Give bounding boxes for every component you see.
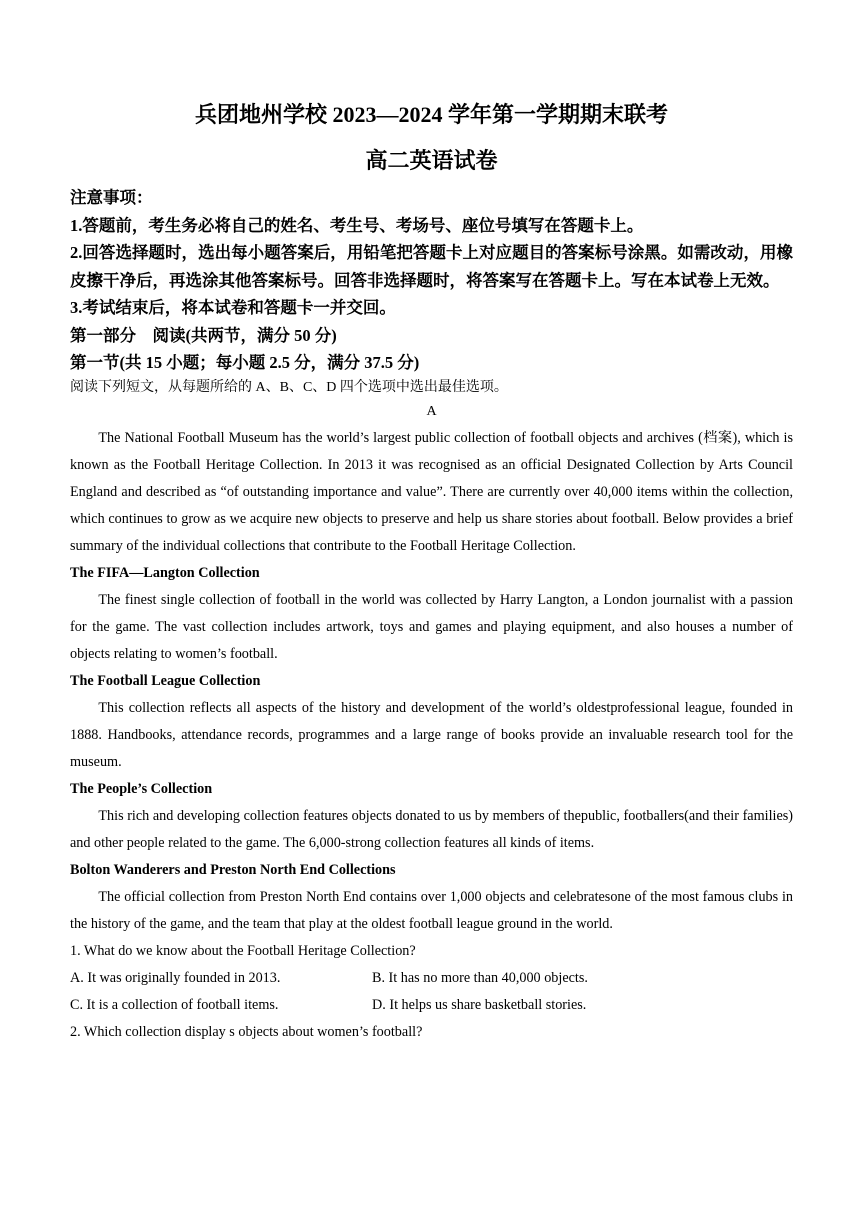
notice-block bbox=[70, 184, 793, 377]
exam-title: 兵团地州学校 2023—2024 学年第一学期期末联考 bbox=[194, 102, 668, 127]
notice-item-1: 1.答题前，考生务必将自己的姓名、考生号、考场号、座位号填写在答题卡上。 bbox=[70, 215, 644, 235]
section-text-football-league: This collection reflects all aspects of the history and development of the world’s oldestprofessional league, founded in 1888. Handbooks, attendance records, programmes and a large range of books provide an invaluable research tool for the museum. bbox=[70, 699, 793, 770]
part-heading: 第一部分 阅读(共两节，满分 50 分) bbox=[70, 325, 337, 345]
section-title-fifa-langton: The FIFA—Langton Collection bbox=[70, 564, 260, 581]
question-1-option-b: B. It has no more than 40,000 objects. bbox=[372, 969, 588, 986]
section-heading: 第一节(共 15 小题；每小题 2.5 分，满分 37.5 分) bbox=[70, 353, 420, 372]
question-1-options-row-1 bbox=[70, 965, 793, 992]
question-1-options-row-2 bbox=[70, 992, 793, 1019]
section-text-peoples: This rich and developing collection features objects donated to us by members of thepublic, footballers(and their families) and other people related to the game. The 6,000-strong collection features all kinds of items. bbox=[70, 807, 793, 851]
exam-page bbox=[70, 100, 793, 1046]
question-1-option-c: C. It is a collection of football items. bbox=[70, 996, 279, 1013]
directions: 阅读下列短文，从每题所给的 A、B、C、D 四个选项中选出最佳选项。 bbox=[70, 379, 508, 395]
section-text-fifa-langton: The finest single collection of football in the world was collected by Harry Langton, a London journalist with a passion for the game. The vast collection includes artwork, toys and games and playing equipment, and also houses a number of objects relating to women’s football. bbox=[70, 591, 793, 662]
question-1-stem: 1. What do we know about the Football Heritage Collection? bbox=[70, 942, 416, 959]
question-1-option-a: A. It was originally founded in 2013. bbox=[70, 969, 281, 986]
question-1-option-d: D. It helps us share basketball stories. bbox=[372, 996, 587, 1013]
section-title-peoples: The People’s Collection bbox=[70, 780, 213, 797]
notice-heading: 注意事项： bbox=[70, 188, 153, 207]
notice-item-2: 2.回答选择题时，选出每小题答案后，用铅笔把答题卡上对应题目的答案标号涂黑。如需改动，用橡皮擦干净后，再选涂其他答案标号。回答非选择题时，将答案写在答题卡上。写在本试卷上无效。 bbox=[70, 243, 793, 290]
question-2-stem: 2. Which collection display s objects about women’s football? bbox=[70, 1023, 423, 1040]
notice-item-3: 3.考试结束后，将本试卷和答题卡一并交回。 bbox=[70, 298, 396, 317]
section-title-football-league: The Football League Collection bbox=[70, 672, 261, 689]
passage-intro: The National Football Museum has the world’s largest public collection of football objects and archives (档案), which is known as the Football Heritage Collection. In 2013 it was recognised as an official Designated Collection by Arts Council England and described as “of outstanding importance and value”. There are currently over 40,000 items within the collection, which continues to grow as we acquire new objects to preserve and help us share stories about football. Below provides a brief summary of the individual collections that contribute to the Football Heritage Collection. bbox=[70, 429, 793, 554]
section-title-bolton-preston: Bolton Wanderers and Preston North End Collections bbox=[70, 861, 396, 878]
exam-subtitle: 高二英语试卷 bbox=[365, 148, 498, 173]
section-text-bolton-preston: The official collection from Preston North End contains over 1,000 objects and celebratesone of the most famous clubs in the history of the game, and the team that play at the oldest football league ground in the world. bbox=[70, 888, 793, 932]
passage-letter: A bbox=[426, 403, 437, 419]
